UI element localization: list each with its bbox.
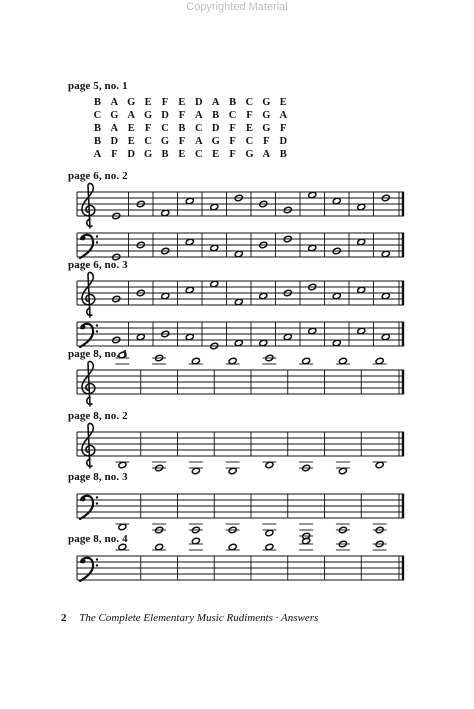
note-letter: B	[229, 97, 237, 108]
note-letter: D	[161, 110, 169, 121]
note-letter: F	[280, 123, 287, 134]
note-letter: G	[262, 97, 271, 108]
note-letter: F	[178, 136, 186, 147]
note-letter: D	[211, 123, 220, 134]
bass-clef-icon	[96, 324, 98, 326]
treble-clef-icon	[82, 183, 95, 228]
bass-clef-icon	[96, 330, 98, 332]
footer-page-number: 2	[61, 612, 67, 624]
note-letter: A	[194, 136, 203, 147]
note-letter: G	[127, 97, 136, 108]
note-letter: E	[127, 136, 135, 147]
note-letter: A	[211, 97, 220, 108]
exercise-label-page6-no2: page 6, no. 2	[68, 170, 128, 182]
note-letter: G	[144, 110, 153, 121]
note-letter: C	[245, 136, 254, 147]
note-letter: D	[110, 136, 119, 147]
watermark-text: Copyrighted Material	[186, 1, 288, 13]
bass-clef-icon	[96, 558, 98, 560]
treble-clef-icon	[82, 361, 95, 406]
footer-book-title: The Complete Elementary Music Rudiments · Answers	[79, 612, 319, 624]
note-letter: G	[262, 123, 271, 134]
note-letter: A	[262, 149, 271, 160]
page-footer	[61, 612, 318, 624]
exercise-label-page6-no3: page 6, no. 3	[68, 259, 128, 271]
note-letter: F	[263, 136, 270, 147]
note-letter: C	[245, 97, 254, 108]
note-letter: G	[211, 136, 220, 147]
bass-clef-icon	[96, 564, 98, 566]
note-letter: C	[144, 136, 152, 147]
note-letter: C	[161, 123, 169, 134]
note-letter: A	[93, 149, 102, 160]
note-letter: D	[127, 149, 136, 160]
note-letter: A	[279, 110, 288, 121]
note-letter: B	[161, 149, 169, 160]
note-letter: F	[111, 149, 118, 160]
note-letter: E	[245, 123, 253, 134]
note-letter: D	[279, 136, 288, 147]
bass-clef-icon	[96, 235, 98, 237]
note-letter: E	[178, 149, 186, 160]
note-letter: D	[194, 97, 203, 108]
note-letter: A	[194, 110, 203, 121]
note-letter: F	[161, 97, 169, 108]
note-letter: B	[212, 110, 220, 121]
note-letter: E	[279, 97, 287, 108]
exercise-label-page8-no3: page 8, no. 3	[68, 471, 128, 483]
note-letter: B	[93, 136, 101, 147]
note-letter: C	[93, 110, 102, 121]
bass-clef-icon	[96, 502, 98, 504]
note-letter: E	[178, 97, 186, 108]
bass-clef-icon	[96, 496, 98, 498]
note-letter: F	[229, 149, 236, 160]
note-letter: E	[144, 97, 152, 108]
note-letter: E	[212, 149, 220, 160]
note-letter: E	[127, 123, 135, 134]
bass-clef-icon	[81, 497, 86, 502]
note-letter: B	[178, 123, 186, 134]
note-letter: G	[144, 149, 153, 160]
treble-clef-icon	[82, 423, 95, 468]
note-letter: F	[229, 136, 236, 147]
bass-clef-icon	[96, 241, 98, 243]
note-letter: G	[262, 110, 271, 121]
note-letter: F	[246, 110, 253, 121]
note-letter: A	[127, 110, 136, 121]
note-letter: F	[229, 123, 236, 134]
bass-clef-icon	[81, 559, 86, 564]
exercise-label-page8-no4: page 8, no. 4	[68, 533, 128, 545]
bass-clef-icon	[81, 325, 86, 330]
note-letter: G	[245, 149, 254, 160]
note-letter: B	[93, 97, 101, 108]
treble-clef-icon	[82, 272, 95, 317]
note-letter: A	[110, 123, 119, 134]
note-letter: F	[144, 123, 152, 134]
note-letter: C	[228, 110, 237, 121]
note-letter: A	[110, 97, 119, 108]
note-letter: G	[160, 136, 170, 147]
note-letter: B	[279, 149, 287, 160]
exercise-label-page8-no2: page 8, no. 2	[68, 410, 128, 422]
note-letter: C	[194, 123, 203, 134]
note-letter: F	[178, 110, 186, 121]
note-letter: C	[194, 149, 203, 160]
note-letter: B	[93, 123, 101, 134]
bass-clef-icon	[81, 236, 86, 241]
note-letter: G	[110, 110, 119, 121]
exercise-label-page8-no1: page 8, no. 1	[68, 348, 128, 360]
exercise-label-page5-no1: page 5, no. 1	[68, 80, 128, 92]
